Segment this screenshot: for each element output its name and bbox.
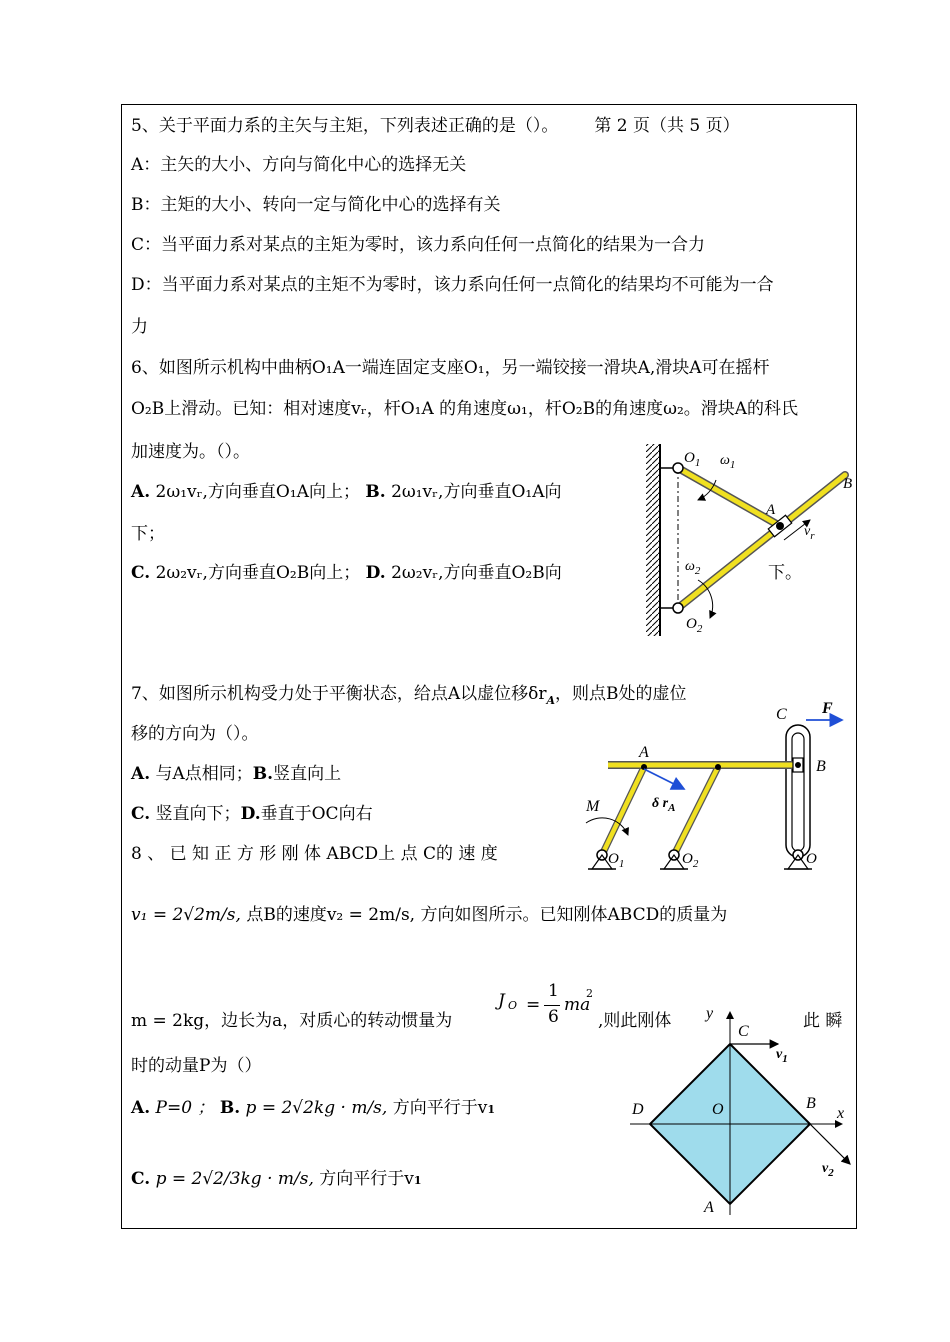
q7-mechanism-figure — [580, 695, 855, 885]
q7-option-c: 竖直向下； — [155, 804, 241, 824]
q6-stem-line1: 6、如图所示机构中曲柄O₁A一端连固定支座O₁，另一端铰接一滑块A,滑块A可在摇杆 — [131, 358, 770, 378]
q6-pin-A — [776, 522, 784, 530]
q6-option-d: 2ω₂vᵣ,方向垂直O₂B向 — [391, 563, 562, 583]
q6-wall — [646, 444, 660, 636]
q7-label-B: B — [816, 758, 826, 775]
q7-label-O1: O — [608, 851, 619, 867]
q6-label-B: B — [843, 476, 853, 492]
q7-label-C: C — [776, 706, 787, 723]
q7-option-d-label: D. — [240, 804, 261, 824]
q7-options-cd — [131, 803, 373, 825]
svg-text:O1: $O_1$ — [608, 851, 625, 870]
q8-label-v1: v — [776, 1047, 783, 1062]
svg-text:vr: $v_r$ — [804, 524, 815, 542]
q5-option-d: D：当平面力系对某点的主矩不为零时，该力系向任何一点简化的结果均不可能为一合 — [131, 275, 774, 295]
q8-option-c-tail: 方向平行于v — [319, 1169, 414, 1189]
q6-option-b-label: B. — [365, 482, 386, 502]
q8-stem-line2-tail: 方向如图所示。已知刚体ABCD的质量为 — [420, 905, 728, 925]
q8-label-B: B — [806, 1095, 816, 1112]
q6-option-a: 2ω₁vᵣ,方向垂直O₁A向上； — [155, 482, 360, 502]
q7-option-b: 竖直向上 — [273, 764, 342, 784]
q8-stem-line1: 8 、 已 知 正 方 形 刚 体 ABCD上 点 C的 速 度 — [131, 844, 498, 864]
q8-stem-line3 — [131, 1010, 452, 1032]
q6-option-c-label: C. — [131, 563, 151, 583]
q6-label-O2: O — [686, 616, 697, 632]
q6-option-d-label: D. — [365, 563, 386, 583]
q8-stem-line3-tail: ,则此刚体 — [598, 1011, 672, 1031]
q8-label-A: A — [704, 1199, 714, 1216]
svg-text:O1: $O_1$ — [684, 450, 701, 469]
q7-label-dr: δ r — [652, 796, 669, 811]
q6-label-vr: v — [804, 524, 811, 539]
svg-text:v2: $v_2$ — [822, 1161, 834, 1179]
q8-label-O: O — [712, 1101, 724, 1118]
q8-label-D: D — [632, 1101, 644, 1118]
q6-label-omega1: ω — [720, 453, 730, 468]
q6-option-c: 2ω₂vᵣ,方向垂直O₂B向上； — [155, 563, 361, 583]
svg-text:v1: $v_1$ — [776, 1047, 788, 1065]
q8-mass-side: m = 2kg，边长为a，对质心的转动惯量为 — [131, 1011, 453, 1031]
q8-option-b: p = 2√2kg · m/s, — [245, 1098, 388, 1118]
q6-stem-line3: 加速度为。（）。 — [131, 442, 250, 462]
q8-option-c: p = 2√2/3kg · m/s, — [155, 1169, 314, 1189]
svg-text:δ rA: δ $r_A$ — [652, 796, 676, 814]
q6-option-b: 2ω₁vᵣ,方向垂直O₁A向 — [391, 482, 562, 502]
q5-option-d-cont: 力 — [131, 317, 148, 337]
q5-option-c: C：当平面力系对某点的主矩为零时，该力系向任何一点简化的结果为一合力 — [131, 235, 706, 255]
q8-stem-line3-end: 此 瞬 — [803, 1011, 843, 1031]
q8-v2-value: 点B的速度v₂ = 2m/s, — [246, 905, 416, 925]
q6-pin-O1 — [673, 463, 683, 473]
q7-label-O: O — [806, 851, 817, 867]
q8-options-ab: A. P=0 ； B. p = 2√2kg · m/s, 方向平行于v1 — [131, 1098, 495, 1118]
q5-option-a: A：主矢的大小、方向与简化中心的选择无关 — [131, 155, 467, 175]
q7-option-a-label: A. — [131, 764, 151, 784]
q6-mechanism-figure — [640, 440, 860, 640]
q8-stem-line4: 时的动量P为（） — [131, 1056, 262, 1076]
q7-option-b-label: B. — [252, 764, 274, 784]
q5-option-b: B：主矩的大小、转向一定与简化中心的选择有关 — [131, 195, 501, 215]
q7-stem-line1: 7、如图所示机构受力处于平衡状态，给点A以虚位移$\delta r_A$，则点B处的虚位 — [131, 684, 687, 707]
q6-options-cd — [131, 562, 562, 584]
q7-label-A: A — [639, 744, 649, 761]
q7-options-ab — [131, 763, 341, 785]
q6-label-A: A — [766, 502, 776, 518]
svg-text:ω1: $\omega_1$ — [720, 453, 736, 471]
svg-text:ω2: $\omega_2$ — [685, 559, 701, 577]
q8-stem-line2 — [131, 904, 727, 926]
q8-option-a: P=0 ； — [155, 1098, 215, 1118]
q6-option-b-cont: 下； — [131, 524, 165, 544]
q6-option-d-tail: 下。 — [768, 563, 802, 583]
q8-v1-value: v₁ = 2√2m/s, — [131, 905, 241, 925]
q5-stem: 5、关于平面力系的主矢与主矩，下列表述正确的是（）。 第 2 页（共 5 页） — [131, 116, 740, 136]
q8-option-c-row: C. p = 2√2/3kg · m/s, 方向平行于v1 — [131, 1169, 422, 1189]
q7-label-F: F — [822, 700, 833, 717]
q8-option-b-tail: 方向平行于v — [392, 1098, 488, 1118]
q7-option-a: 与A点相同； — [155, 764, 253, 784]
q8-label-C: C — [738, 1023, 749, 1040]
q7-stem-line2: 移的方向为（）。 — [131, 724, 259, 744]
q8-label-y: y — [706, 1005, 714, 1022]
q8-option-b-label: B. — [219, 1098, 241, 1118]
q6-label-omega2: ω — [685, 559, 695, 574]
q7-label-O2: O — [682, 851, 693, 867]
q8-label-v2: v — [822, 1161, 829, 1176]
svg-text:O2: $O_2$ — [682, 851, 699, 870]
q7-virtual-displacement-arrow — [644, 769, 684, 789]
q7-label-M: M — [586, 798, 600, 815]
q7-option-c-label: C. — [131, 804, 151, 824]
q7-option-d: 垂直于OC向右 — [260, 804, 373, 824]
page-info: 第 2 页（共 5 页） — [594, 116, 740, 136]
q8-v2-arrow — [810, 1124, 850, 1164]
q6-stem-line2: O₂B上滑动。已知：相对速度vᵣ，杆O₁A 的角速度ω₁，杆O₂B的角速度ω₂。滑块A的科氏 — [131, 399, 799, 419]
q6-option-a-label: A. — [131, 482, 151, 502]
q8-label-x: x — [837, 1105, 845, 1122]
q8-option-a-label: A. — [131, 1098, 151, 1118]
q8-option-c-label: C. — [131, 1169, 151, 1189]
q6-label-O1: O — [684, 450, 695, 466]
q6-pin-O2 — [673, 603, 683, 613]
q7-vertical-slot-OC — [786, 725, 810, 857]
q8-square-figure — [620, 1000, 855, 1220]
q6-options-ab — [131, 481, 562, 503]
svg-text:O2: $O_2$ — [686, 616, 703, 635]
